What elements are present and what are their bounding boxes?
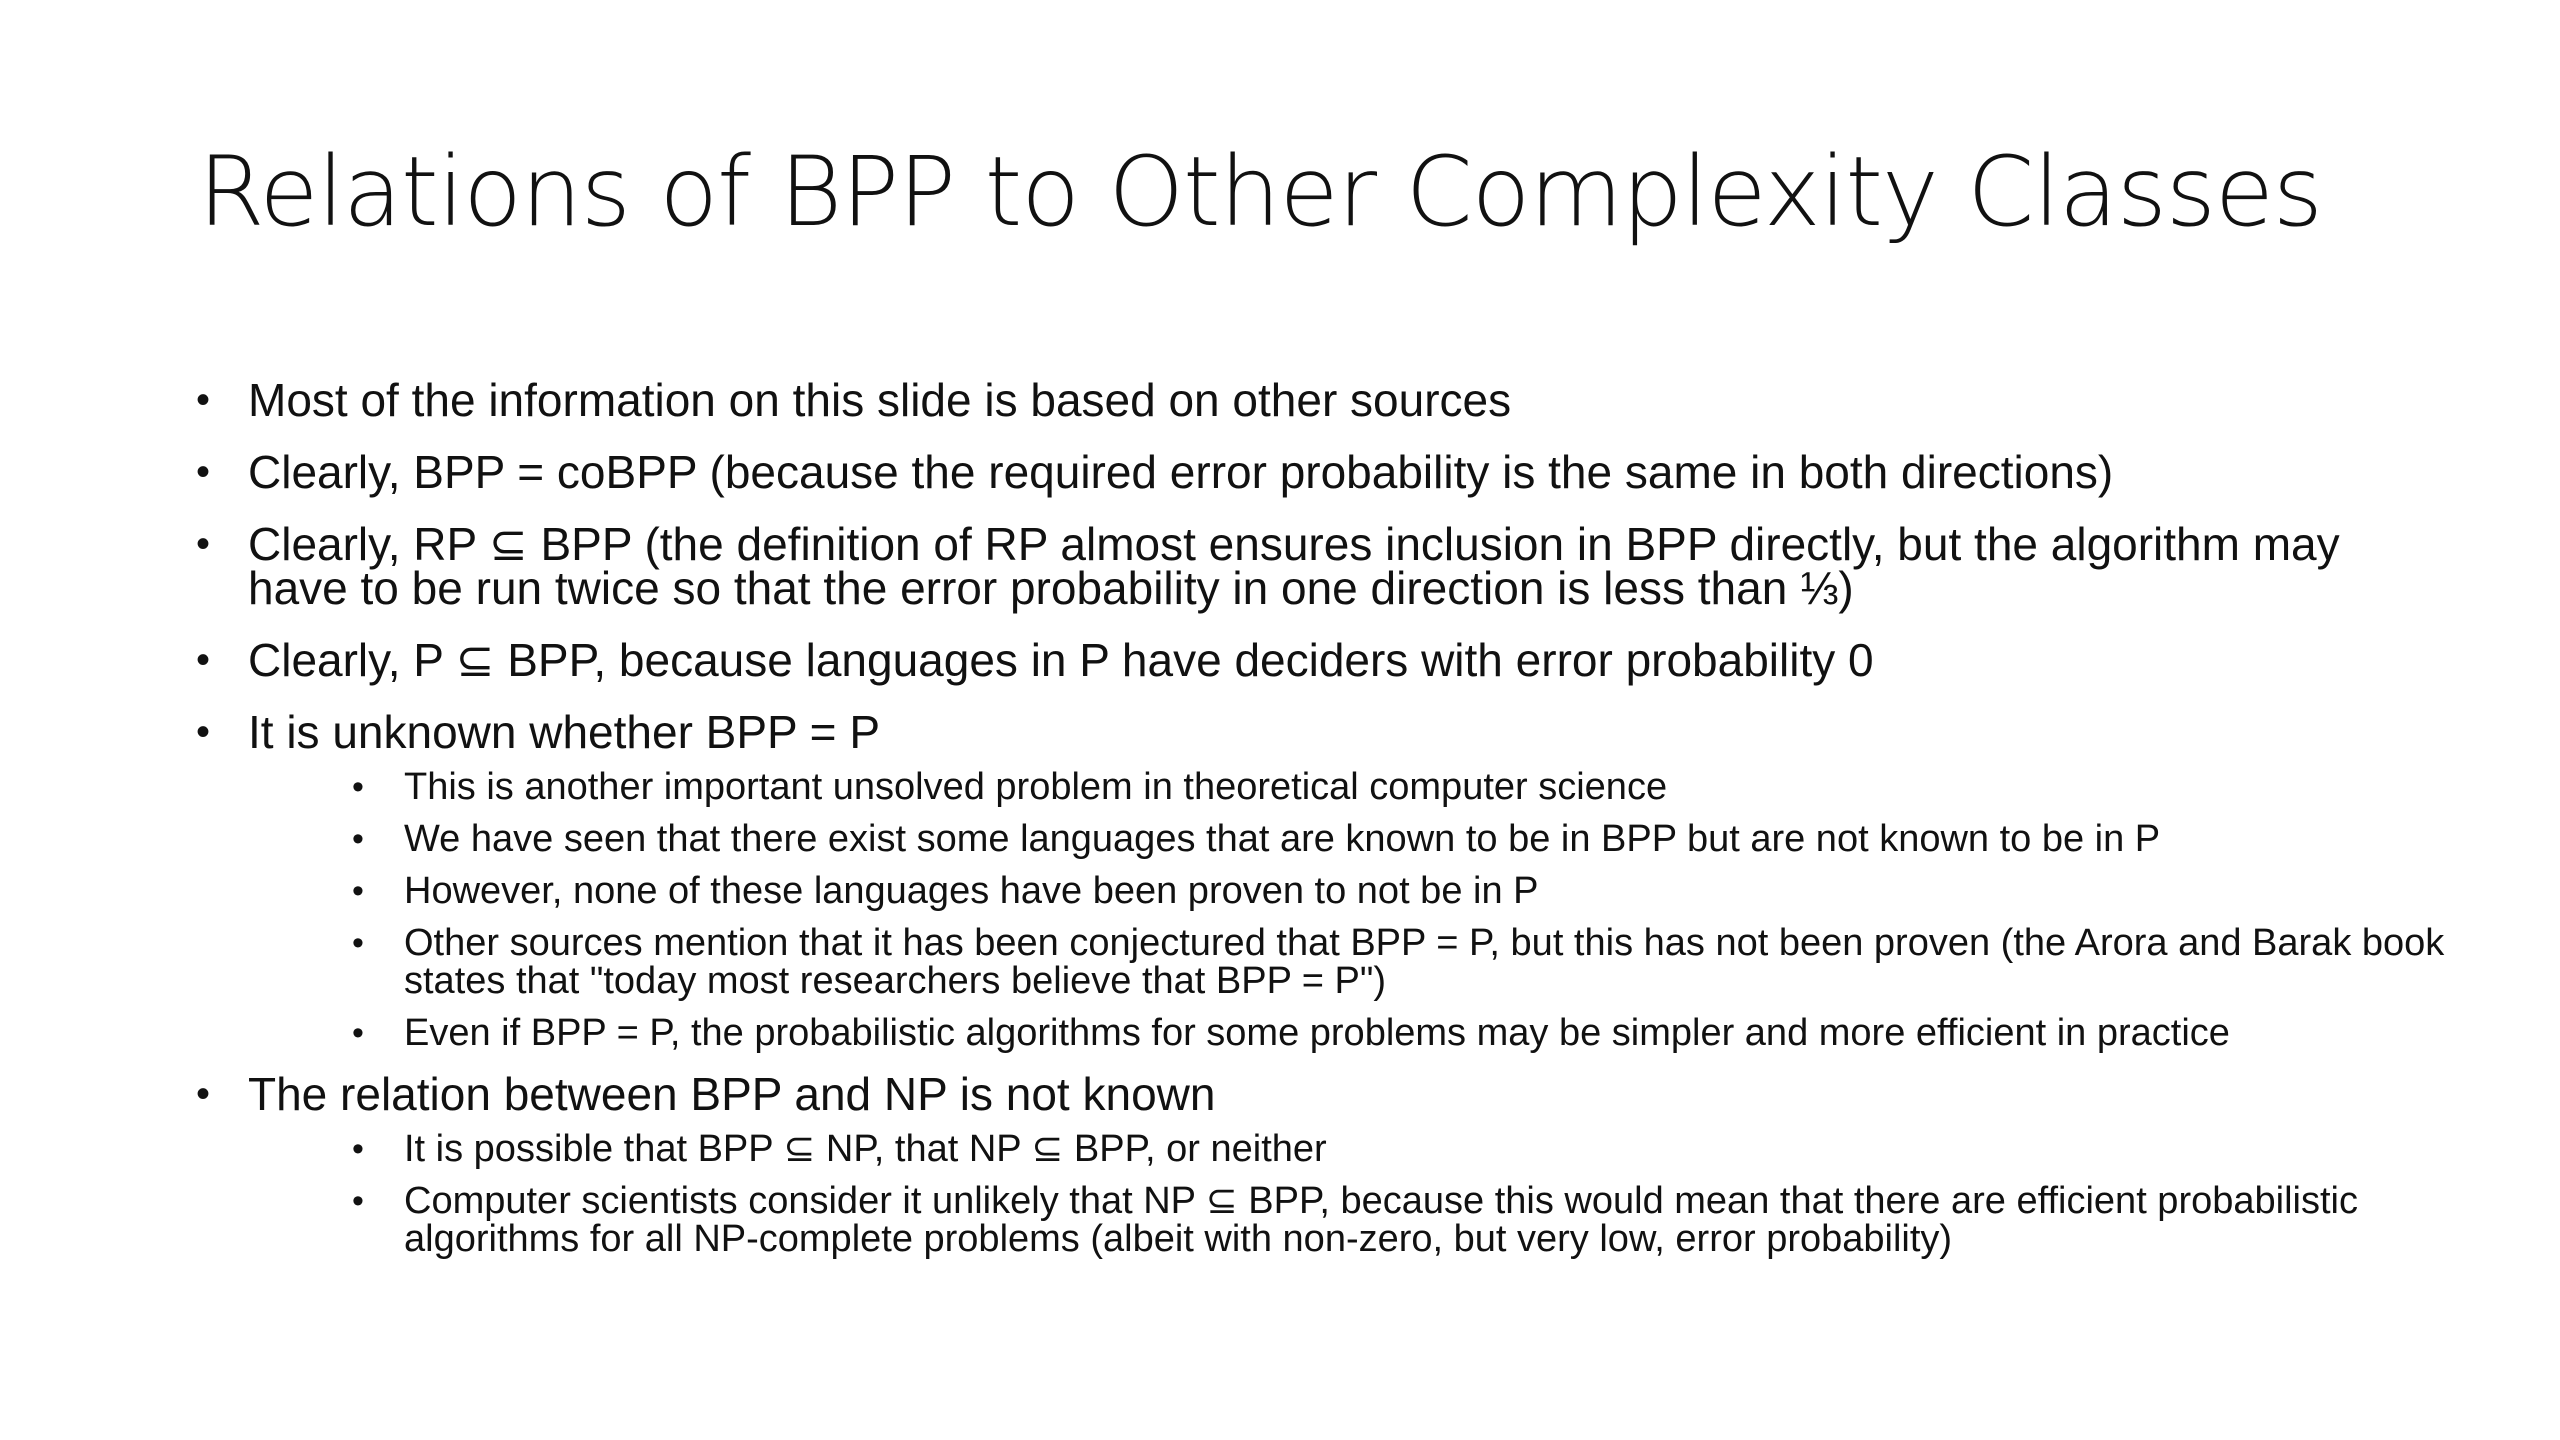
sub-bullet-marker: • [352,1182,364,1220]
bullet-marker: • [196,522,211,566]
bullet-text: Clearly, RP ⊆ BPP (the definition of RP almost ensures inclusion in BPP directly, but the algorithm may have to be run twice so that the error probability in one direction is less than ⅓) [248,518,2340,614]
sub-bullet-marker: • [352,1014,364,1052]
bullet-text: Most of the information on this slide is based on other sources [248,374,1512,426]
sub-bullet-item [248,768,2430,806]
bullet-item [190,634,2430,686]
sub-bullet-text: Other sources mention that it has been conjectured that BPP = P, but this has not been proven (the Arora and Barak book states that "today most researchers believe that BPP = P") [404,922,2445,1002]
sub-bullet-list [248,1130,2430,1258]
bullet-marker: • [196,378,211,422]
sub-bullet-text: This is another important unsolved problem in theoretical computer science [404,766,1668,808]
bullet-list [190,374,2445,1260]
bullet-marker: • [196,1072,211,1116]
bullet-text: Clearly, P ⊆ BPP, because languages in P have deciders with error probability 0 [248,634,1874,686]
sub-bullet-marker: • [352,768,364,806]
sub-bullet-marker: • [352,1130,364,1168]
sub-bullet-text: We have seen that there exist some languages that are known to be in BPP but are not known to be in P [404,818,2161,860]
sub-bullet-text: Computer scientists consider it unlikely that NP ⊆ BPP, because this would mean that there are efficient probabilistic algorithms for all NP-complete problems (albeit with non-zero, but very low, error probability) [404,1180,2358,1260]
bullet-marker: • [196,710,211,754]
bullet-marker: • [196,450,211,494]
bullet-item [190,446,2430,498]
sub-bullet-item [248,820,2430,858]
bullet-item [190,518,2430,614]
bullet-text: The relation between BPP and NP is not known [248,1068,1216,1120]
sub-bullet-text: Even if BPP = P, the probabilistic algorithms for some problems may be simpler and more efficient in practice [404,1012,2230,1054]
bullet-text: Clearly, BPP = coBPP (because the required error probability is the same in both directions) [248,446,2114,498]
bullet-item [190,374,2430,426]
sub-bullet-marker: • [352,820,364,858]
sub-bullet-item [248,922,2445,1002]
sub-bullet-list [248,766,2445,1054]
sub-bullet-marker: • [352,924,364,962]
slide-title: Relations of BPP to Other Complexity Classes [198,136,2322,248]
sub-bullet-item [248,1182,2430,1258]
slide-body [190,374,2445,1278]
bullet-text: It is unknown whether BPP = P [248,706,881,758]
sub-bullet-item [248,1130,2430,1168]
bullet-marker: • [196,638,211,682]
sub-bullet-marker: • [352,872,364,910]
sub-bullet-text: It is possible that BPP ⊆ NP, that NP ⊆ BPP, or neither [404,1128,1327,1170]
sub-bullet-item [248,1014,2430,1052]
sub-bullet-text: However, none of these languages have been proven to not be in P [404,870,1539,912]
bullet-item [190,1068,2430,1260]
sub-bullet-item [248,872,2430,910]
bullet-item [190,706,2445,1054]
